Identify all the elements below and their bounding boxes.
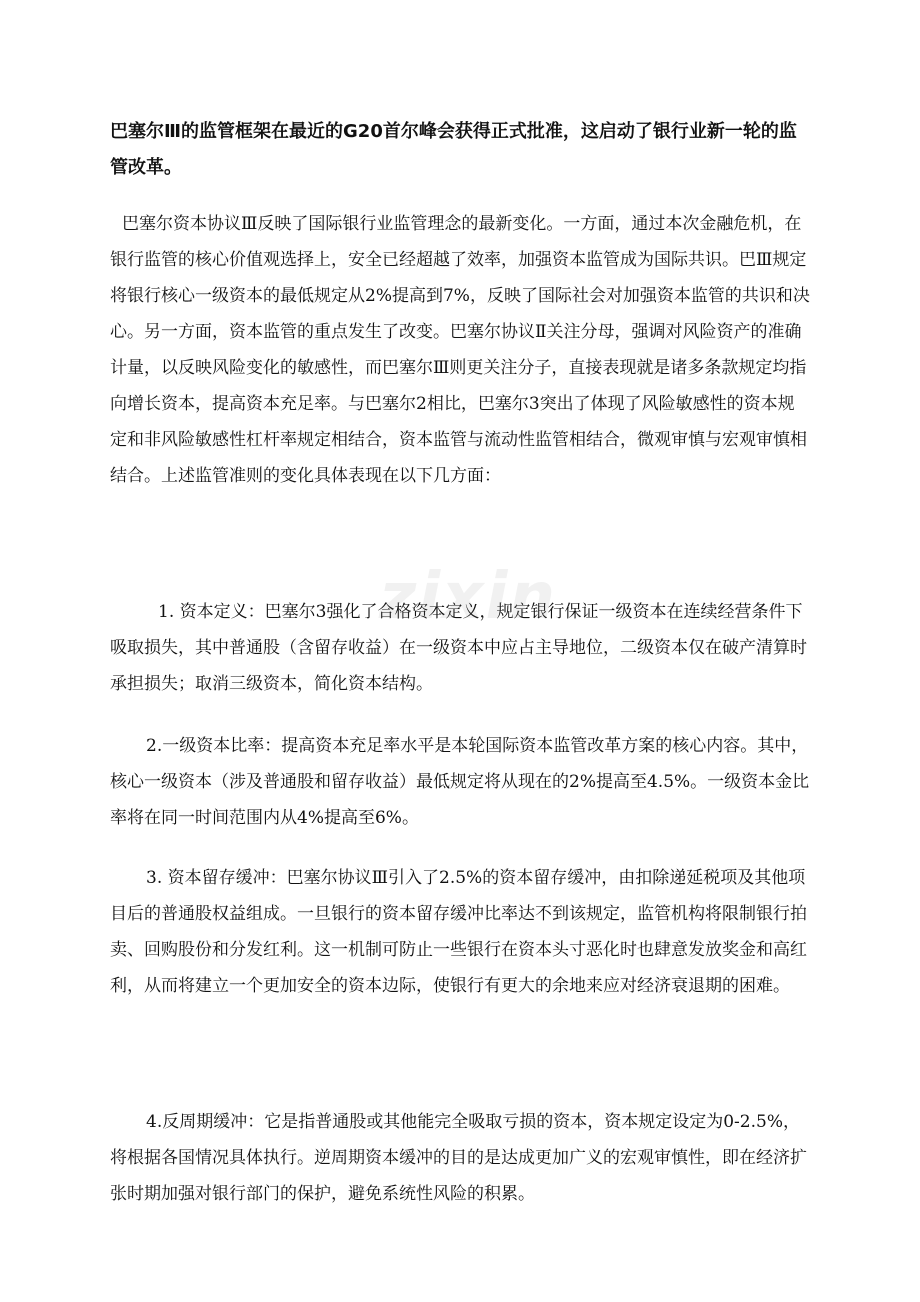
- item-conservation-buffer: 3. 资本留存缓冲：巴塞尔协议Ⅲ引入了2.5%的资本留存缓冲，由扣除递延税项及其他项目后的普通股权益组成。一旦银行的资本留存缓冲比率达不到该规定，监管机构将限制银行拍卖、回购股份和分发红利。这一机制可防止一些银行在资本头寸恶化时也肆意发放奖金和高红利，从而将建立一个更加安全的资本边际，使银行有更大的余地来应对经济衰退期的困难。: [110, 868, 807, 996]
- item-countercyclical-buffer: 4.反周期缓冲：它是指普通股或其他能完全吸取亏损的资本，资本规定设定为0-2.5%，将根据各国情况具体执行。逆周期资本缓冲的目的是达成更加广义的宏观审慎性，即在经济扩张时期加强对银行部门的保护，避免系统性风险的积累。: [110, 1112, 807, 1204]
- item-capital-definition: 1. 资本定义：巴塞尔3强化了合格资本定义，规定银行保证一级资本在连续经营条件下吸取损失，其中普通股（含留存收益）在一级资本中应占主导地位，二级资本仅在破产清算时承担损失；取消三级资本，简化资本结构。: [110, 602, 807, 694]
- document-heading: 巴塞尔Ⅲ的监管框架在最近的G20首尔峰会获得正式批准，这启动了银行业新一轮的监管改革。: [110, 121, 797, 178]
- item-tier1-ratio: 2.一级资本比率：提高资本充足率水平是本轮国际资本监管改革方案的核心内容。其中，核心一级资本（涉及普通股和留存收益）最低规定将从现在的2%提高至4.5%。一级资本金比率将在同一时间范围内从4%提高至6%。: [110, 736, 810, 828]
- intro-paragraph: 巴塞尔资本协议Ⅲ反映了国际银行业监管理念的最新变化。一方面，通过本次金融危机，在银行监管的核心价值观选择上，安全已经超越了效率，加强资本监管成为国际共识。巴Ⅲ规定将银行核心一级资本的最低规定从2%提高到7%，反映了国际社会对加强资本监管的共识和决心。另一方面，资本监管的重点发生了改变。巴塞尔协议Ⅱ关注分母，强调对风险资产的准确计量，以反映风险变化的敏感性，而巴塞尔Ⅲ则更关注分子，直接表现就是诸多条款规定均指向增长资本，提高资本充足率。与巴塞尔2相比，巴塞尔3突出了体现了风险敏感性的资本规定和非风险敏感性杠杆率规定相结合，资本监管与流动性监管相结合，微观审慎与宏观审慎相结合。上述监管准则的变化具体表现在以下几方面：: [110, 214, 810, 486]
- watermark-logo: zixin: [379, 560, 557, 634]
